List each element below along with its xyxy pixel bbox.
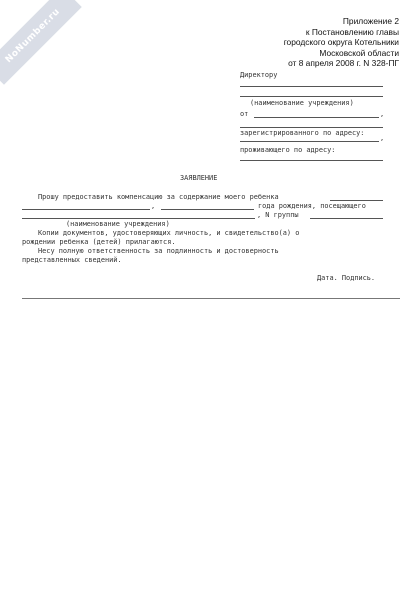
appendix-line-3: городского округа Котельники [283,37,399,48]
document-title: ЗАЯВЛЕНИЕ [180,174,218,182]
appendix-header [284,16,399,69]
from-label: от [240,110,249,118]
child-comma: , [151,202,156,210]
appendix-line-2: к Постановлению главы [305,26,399,37]
appendix-line-4: Московской области [319,47,399,58]
appendix-line-1: Приложение 2 [342,16,399,26]
body-line-1: Прошу предоставить компенсацию за содержание моего ребенка [38,193,279,201]
residing-address-field[interactable] [240,160,383,161]
copies-line-1: Копии документов, удостоверяющих личность, и свидетельство(а) о [38,229,300,237]
director-name-field[interactable] [240,86,383,87]
appendix-line-5: от 8 апреля 2008 г. N 328-ПГ [288,58,399,69]
body-institution-caption: (наименование учреждения) [66,220,170,228]
bottom-divider [22,298,400,299]
attended-institution-field[interactable] [22,218,255,219]
copies-line-2: рождении ребенка (детей) прилагаются. [22,238,176,246]
birth-year-text: года рождения, посещающего [258,202,366,210]
child-name-field[interactable] [330,200,383,201]
watermark-banner [0,0,82,85]
group-text: , N группы [257,211,299,219]
watermark-text: NoNumber.ru [3,6,63,66]
registered-label: зарегистрированного по адресу: [240,129,365,137]
institution-caption: (наименование учреждения) [250,99,354,107]
from-field[interactable] [254,117,379,118]
birth-year-field[interactable] [161,209,254,210]
date-signature-label: Дата. Подпись. [317,274,376,282]
from-field-line-2[interactable] [240,127,383,128]
group-number-field[interactable] [310,218,383,219]
responsibility-line-2: представленных сведений. [22,256,122,264]
from-comma: , [380,110,385,118]
to-director-label: Директору [240,71,278,79]
responsibility-line-1: Несу полную ответственность за подлинность и достоверность [38,247,279,255]
registered-address-field[interactable] [240,141,379,142]
child-name-field-2[interactable] [22,209,150,210]
residing-label: проживающего по адресу: [240,146,336,154]
institution-field[interactable] [240,96,383,97]
registered-comma: , [380,134,385,142]
